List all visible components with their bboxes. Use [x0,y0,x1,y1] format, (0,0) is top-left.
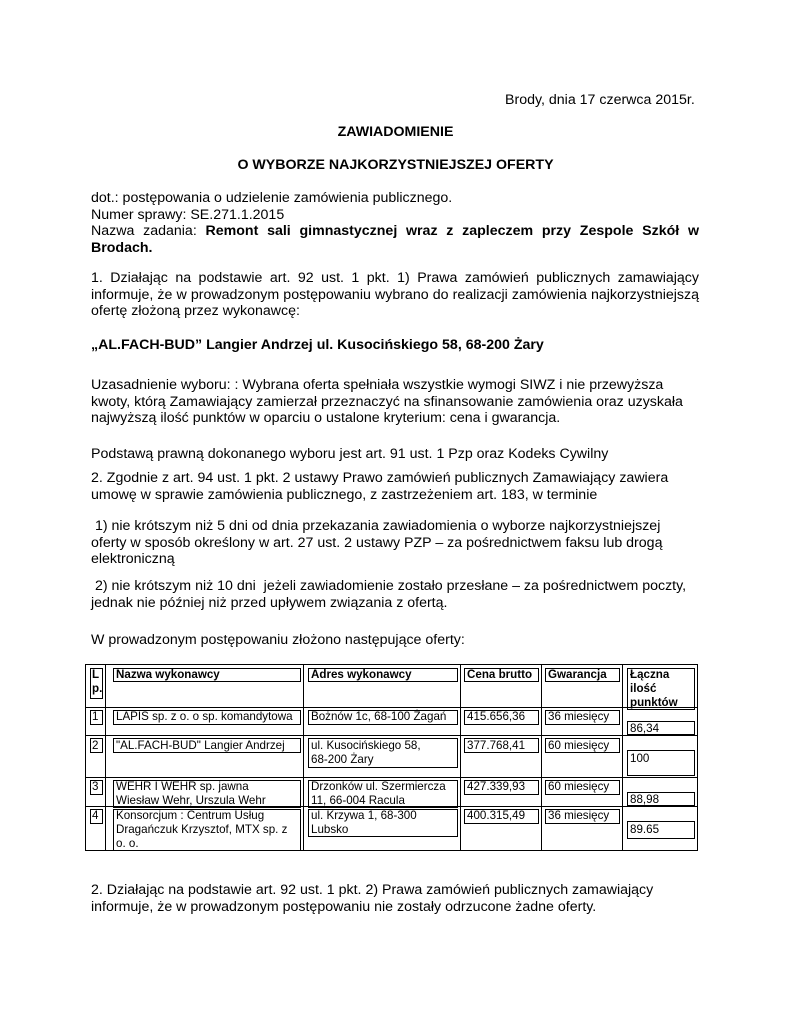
term-1-line: elektroniczną [91,551,175,567]
document-date: Brody, dnia 17 czerwca 2015r. [505,92,695,108]
header-total-points: ilość [630,682,657,695]
table-row-name: "AL.FACH-BUD" Langier Andrzej [116,739,285,752]
legal-basis: Podstawą prawną dokonanego wyboru jest art. 91 ust. 1 Pzp oraz Kodeks Cywilny [91,446,609,462]
task-label: Nazwa zadania: [91,223,197,239]
header-contractor-name: Nazwa wykonawcy [116,668,220,681]
table-row-price: 415.656,36 [467,710,526,723]
winning-contractor: „AL.FACH-BUD” Langier Andrzej ul. Kusocińskiego 58, 68-200 Żary [91,337,544,353]
table-row-address: 11, 66-004 Racula [311,794,405,807]
header-lp: p. [92,682,103,695]
table-row-address: ul. Kusocińskiego 58, [311,739,421,752]
table-row-price: 400.315,49 [467,809,526,822]
justification-line: najwyższą ilość punktów w oparciu o ustalone kryterium: cena i gwarancja. [91,410,561,426]
table-row-name: Wiesław Wehr, Urszula Wehr [116,794,266,807]
header-contractor-address: Adres wykonawcy [311,668,412,681]
table-row-name: WEHR I WEHR sp. jawna [116,780,249,793]
paragraph-3-line: 2. Działając na podstawie art. 92 ust. 1 pkt. 2) Prawa zamówień publicznych zamawiający [91,882,654,898]
table-row-price: 427.339,93 [467,780,526,793]
paragraph-2-line: 2. Zgodnie z art. 94 ust. 1 pkt. 2 ustawy Prawo zamówień publicznych Zamawiający zawiera [91,470,669,486]
term-1-line: oferty w sposób określony w art. 27 ust. 2 ustawy PZP – za pośrednictwem faksu lub drogą [91,535,663,551]
table-row-name: Dragańczuk Krzysztof, MTX sp. z [116,823,288,836]
header-gross-price: Cena brutto [467,668,533,681]
paragraph-2-line: umowę w sprawie zamówienia publicznego, z zastrzeżeniem art. 183, w terminie [91,487,598,503]
table-row-name: o. o. [116,837,139,850]
table-row-warranty: 36 miesięcy [548,710,610,723]
header-total-points: Łączna [630,668,670,681]
table-row-lp: 2 [92,739,99,752]
table-row-points: 86,34 [630,722,660,735]
offers-intro: W prowadzonym postępowaniu złożono następujące oferty: [91,632,465,648]
table-row-price: 377.768,41 [467,739,526,752]
case-number: Numer sprawy: SE.271.1.2015 [91,207,285,223]
task-name-continued: Brodach. [91,240,153,256]
table-row-lp: 4 [92,809,99,822]
table-row-address: Lubsko [311,823,349,836]
table-row-points: 88,98 [630,793,660,806]
paragraph-1-line: ofertę złożoną przez wykonawcę: [91,303,300,319]
paragraph-3-line: informuje, że w prowadzonym postępowaniu nie zostały odrzucone żadne oferty. [91,899,597,915]
offers-table [85,664,698,851]
justification-line: kwoty, którą Zamawiający zamierzał przeznaczyć na sfinansowanie zamówienia oraz uzyskała [91,394,683,410]
table-row-points: 89.65 [630,823,660,836]
table-row-lp: 1 [92,710,99,723]
term-2-line: 2) nie krótszym niż 10 dni jeżeli zawiadomienie zostało przesłane – za pośrednictwem poczty, [91,578,687,594]
table-row-name: Konsorcjum : Centrum Usług [116,809,265,822]
table-row-address: Bożnów 1c, 68-100 Żagań [311,710,447,723]
table-row-address: 68-200 Żary [311,753,374,766]
document-title: ZAWIADOMIENIE [337,124,454,140]
header-total-points: punktów [630,696,678,709]
header-lp: L [92,668,100,681]
table-row-address: ul. Krzywa 1, 68-300 [311,809,417,822]
reference-dot: dot.: postępowania o udzielenie zamówienia publicznego. [91,190,453,206]
justification-line: Uzasadnienie wyboru: : Wybrana oferta spełniała wszystkie wymogi SIWZ i nie przewyższa [91,377,664,393]
table-row-warranty: 60 miesięcy [548,780,610,793]
table-row-address: Drzonków ul. Szermiercza [311,780,446,793]
task-name-line [91,223,699,239]
paragraph-1-line: informuje, że w prowadzonym postępowaniu wybrano do realizacji zamówienia najkorzystniejszą [91,287,699,303]
term-2-line: jednak nie później niż przed upływem związania z ofertą. [91,595,448,611]
table-row-points: 100 [630,752,650,765]
table-row-lp: 3 [92,780,99,793]
table-row-warranty: 36 miesięcy [548,809,610,822]
table-row-warranty: 60 miesięcy [548,739,610,752]
paragraph-1-line: 1. Działając na podstawie art. 92 ust. 1 pkt. 1) Prawa zamówień publicznych zamawiający [91,270,699,286]
term-1-line: 1) nie krótszym niż 5 dni od dnia przekazania zawiadomienia o wyborze najkorzystniejszej [91,518,661,534]
header-warranty: Gwarancja [548,668,607,681]
task-name: Remont sali gimnastycznej wraz z zapleczem przy Zespole Szkół w [205,223,699,239]
table-row-name: LAPIS sp. z o. o sp. komandytowa [116,710,293,723]
document-subtitle: O WYBORZE NAJKORZYSTNIEJSZEJ OFERTY [237,157,554,173]
